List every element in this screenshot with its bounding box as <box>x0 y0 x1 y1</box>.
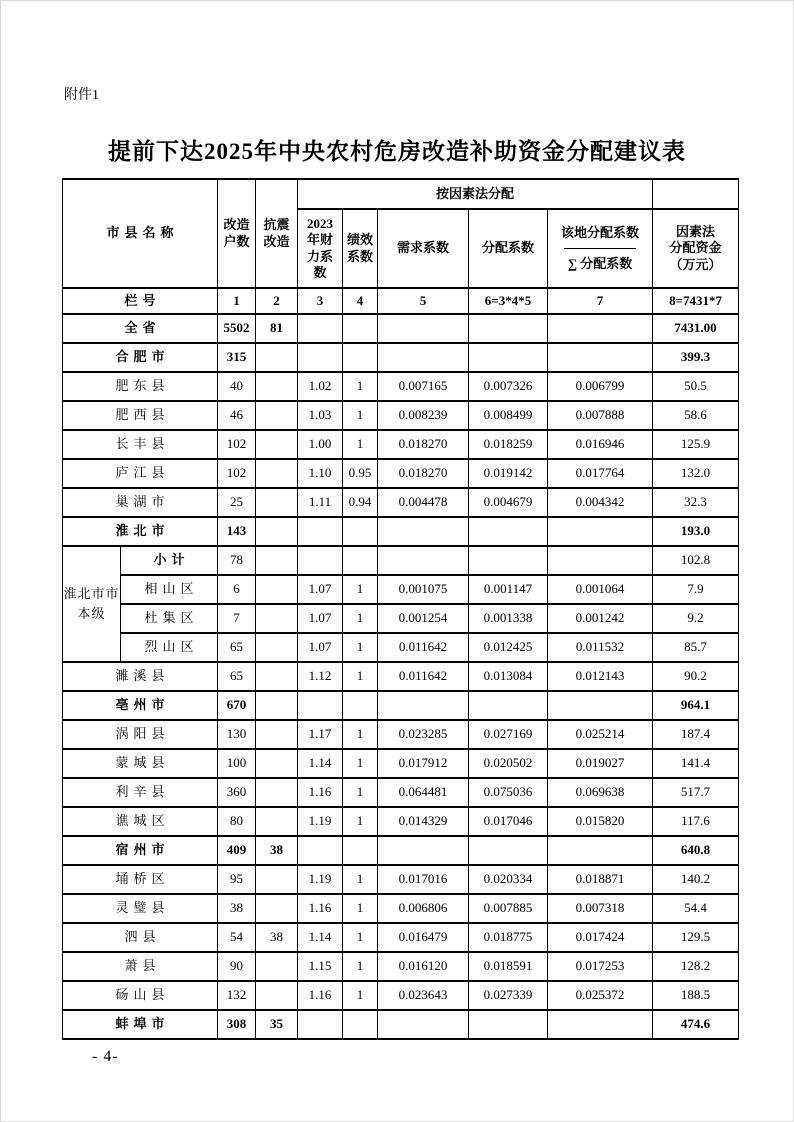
data-cell: 7.9 <box>653 575 739 604</box>
header-line: 抗震 <box>263 217 290 233</box>
row-label-cell: 谯城区 <box>63 807 218 836</box>
table-row <box>63 749 739 778</box>
data-cell <box>378 314 469 343</box>
data-cell: 100 <box>218 749 256 778</box>
data-cell: 0.018259 <box>469 430 548 459</box>
table-row <box>63 288 739 314</box>
data-cell: 0.011642 <box>378 662 469 691</box>
data-cell: 0.018871 <box>548 865 653 894</box>
row-label-cell: 相山区 <box>121 575 218 604</box>
data-cell: 1.14 <box>298 749 343 778</box>
data-cell: 1 <box>343 952 378 981</box>
data-cell: 0.018270 <box>378 459 469 488</box>
data-cell: 38 <box>256 923 298 952</box>
row-label-cell: 涡阳县 <box>63 720 218 749</box>
data-cell <box>343 517 378 546</box>
row-label-cell: 亳州市 <box>63 691 218 720</box>
data-cell: 0.94 <box>343 488 378 517</box>
data-cell: 54.4 <box>653 894 739 923</box>
data-cell: 38 <box>218 894 256 923</box>
data-cell: 0.027169 <box>469 720 548 749</box>
row-label-cell: 灵璧县 <box>63 894 218 923</box>
data-cell: 5 <box>378 288 469 314</box>
data-cell: 0.006799 <box>548 372 653 401</box>
data-cell: 0.018775 <box>469 923 548 952</box>
data-cell: 0.011532 <box>548 633 653 662</box>
data-cell: 102 <box>218 459 256 488</box>
header-line: 年财 <box>307 232 334 248</box>
data-cell: 474.6 <box>653 1010 739 1039</box>
page-title: 提前下达2025年中央农村危房改造补助资金分配建议表 <box>108 139 686 164</box>
data-cell <box>548 546 653 575</box>
data-cell: 140.2 <box>653 865 739 894</box>
data-cell <box>256 720 298 749</box>
data-cell <box>548 314 653 343</box>
data-cell: 1 <box>343 401 378 430</box>
header-line: 因素法 <box>676 224 716 240</box>
data-cell: 50.5 <box>653 372 739 401</box>
data-cell <box>469 691 548 720</box>
data-cell <box>548 517 653 546</box>
table-row <box>63 314 739 343</box>
data-cell <box>548 1010 653 1039</box>
data-cell <box>469 836 548 865</box>
data-cell: 125.9 <box>653 430 739 459</box>
data-cell: 4 <box>343 288 378 314</box>
row-label-cell: 淮北市 <box>63 517 218 546</box>
data-cell <box>256 343 298 372</box>
data-cell <box>256 894 298 923</box>
table-row <box>63 343 739 372</box>
data-cell <box>298 1010 343 1039</box>
data-cell: 0.019142 <box>469 459 548 488</box>
data-cell: 32.3 <box>653 488 739 517</box>
data-cell: 0.004342 <box>548 488 653 517</box>
data-cell: 8=7431*7 <box>653 288 739 314</box>
data-cell: 315 <box>218 343 256 372</box>
data-cell: 0.016946 <box>548 430 653 459</box>
row-label-cell: 长丰县 <box>63 430 218 459</box>
data-cell <box>469 343 548 372</box>
data-cell: 0.019027 <box>548 749 653 778</box>
data-cell: 130 <box>218 720 256 749</box>
data-cell: 0.075036 <box>469 778 548 807</box>
data-cell: 1 <box>343 604 378 633</box>
data-cell: 399.3 <box>653 343 739 372</box>
data-cell: 0.012143 <box>548 662 653 691</box>
data-cell <box>378 1010 469 1039</box>
data-cell: 188.5 <box>653 981 739 1010</box>
col-header-seismic <box>256 179 298 288</box>
data-cell: 1.16 <box>298 778 343 807</box>
table-row <box>63 459 739 488</box>
data-cell: 0.014329 <box>378 807 469 836</box>
table-row <box>63 836 739 865</box>
data-cell: 1.07 <box>298 633 343 662</box>
data-cell: 85.7 <box>653 633 739 662</box>
data-cell <box>343 1010 378 1039</box>
data-cell: 1 <box>343 430 378 459</box>
data-cell <box>548 836 653 865</box>
data-cell: 7 <box>218 604 256 633</box>
data-cell <box>343 314 378 343</box>
data-cell: 187.4 <box>653 720 739 749</box>
data-cell: 0.004478 <box>378 488 469 517</box>
data-cell: 0.027339 <box>469 981 548 1010</box>
data-cell <box>298 691 343 720</box>
data-cell: 1 <box>218 288 256 314</box>
data-cell <box>256 488 298 517</box>
table-row <box>63 981 739 1010</box>
data-cell <box>256 807 298 836</box>
row-label-cell: 埇桥区 <box>63 865 218 894</box>
data-cell: 1.00 <box>298 430 343 459</box>
data-cell: 0.001147 <box>469 575 548 604</box>
data-cell <box>256 546 298 575</box>
data-cell <box>469 314 548 343</box>
data-cell <box>343 343 378 372</box>
col-group-factor-method: 按因素法分配 <box>298 179 653 209</box>
col-header-empty-corner <box>653 179 739 209</box>
data-cell <box>256 633 298 662</box>
data-cell: 0.017912 <box>378 749 469 778</box>
data-cell: 90 <box>218 952 256 981</box>
data-cell: 25 <box>218 488 256 517</box>
data-cell: 6 <box>218 575 256 604</box>
group-label-line: 淮北市市 <box>63 585 120 601</box>
data-cell: 0.016120 <box>378 952 469 981</box>
data-cell: 1 <box>343 981 378 1010</box>
data-cell <box>469 517 548 546</box>
table-row <box>63 401 739 430</box>
data-cell: 38 <box>256 836 298 865</box>
data-cell: 1 <box>343 749 378 778</box>
data-cell: 517.7 <box>653 778 739 807</box>
data-cell: 2 <box>256 288 298 314</box>
data-cell: 1.11 <box>298 488 343 517</box>
attachment-label: 附件1 <box>64 88 99 103</box>
allocation-table <box>62 178 739 1040</box>
data-cell <box>378 343 469 372</box>
table-row <box>63 691 739 720</box>
data-cell: 1 <box>343 575 378 604</box>
data-cell: 1.12 <box>298 662 343 691</box>
data-cell <box>298 517 343 546</box>
fraction-line <box>564 248 636 249</box>
col-header-households <box>218 179 256 288</box>
header-line: 改造 <box>263 233 290 249</box>
data-cell: 1.10 <box>298 459 343 488</box>
row-label-cell: 巢湖市 <box>63 488 218 517</box>
table-row <box>63 807 739 836</box>
data-cell: 1.15 <box>298 952 343 981</box>
data-cell: 0.011642 <box>378 633 469 662</box>
data-cell: 0.064481 <box>378 778 469 807</box>
data-cell: 81 <box>256 314 298 343</box>
data-cell: 0.013084 <box>469 662 548 691</box>
data-cell: 0.001064 <box>548 575 653 604</box>
data-cell: 6=3*4*5 <box>469 288 548 314</box>
data-cell: 40 <box>218 372 256 401</box>
data-cell: 141.4 <box>653 749 739 778</box>
data-cell: 65 <box>218 662 256 691</box>
table-row <box>63 662 739 691</box>
data-cell: 360 <box>218 778 256 807</box>
table-row <box>63 633 739 662</box>
col-header-allocation-coefficient: 分配系数 <box>469 209 548 288</box>
data-cell <box>256 981 298 1010</box>
data-cell: 0.017424 <box>548 923 653 952</box>
data-cell <box>256 749 298 778</box>
header-line: 系数 <box>347 248 374 264</box>
data-cell: 46 <box>218 401 256 430</box>
row-label-cell: 萧县 <box>63 952 218 981</box>
data-cell: 1.17 <box>298 720 343 749</box>
data-cell: 58.6 <box>653 401 739 430</box>
data-cell: 95 <box>218 865 256 894</box>
data-cell: 1 <box>343 633 378 662</box>
data-cell: 129.5 <box>653 923 739 952</box>
data-cell: 132.0 <box>653 459 739 488</box>
table-row <box>63 430 739 459</box>
data-cell <box>298 836 343 865</box>
data-cell: 1 <box>343 662 378 691</box>
row-label-cell: 濉溪县 <box>63 662 218 691</box>
data-cell: 1.03 <box>298 401 343 430</box>
header-line: 改造 <box>223 217 250 233</box>
row-label-cell: 合肥市 <box>63 343 218 372</box>
data-cell <box>256 459 298 488</box>
col-header-fund <box>653 209 739 288</box>
data-cell: 1 <box>343 372 378 401</box>
data-cell: 0.025214 <box>548 720 653 749</box>
data-cell: 1 <box>343 778 378 807</box>
data-cell <box>256 691 298 720</box>
data-cell <box>298 314 343 343</box>
data-cell: 0.007888 <box>548 401 653 430</box>
data-cell <box>343 836 378 865</box>
table-row <box>63 517 739 546</box>
header-line: 2023 <box>307 216 334 231</box>
data-cell <box>256 430 298 459</box>
data-cell: 0.012425 <box>469 633 548 662</box>
table-row <box>63 894 739 923</box>
row-label-cell: 蚌埠市 <box>63 1010 218 1039</box>
header-line: 力系 <box>307 248 334 264</box>
data-cell <box>469 546 548 575</box>
data-cell: 102.8 <box>653 546 739 575</box>
table-header-row <box>63 179 739 209</box>
data-cell: 1 <box>343 720 378 749</box>
row-label-cell: 肥东县 <box>63 372 218 401</box>
data-cell: 128.2 <box>653 952 739 981</box>
data-cell: 0.018270 <box>378 430 469 459</box>
row-label-cell: 小计 <box>121 546 218 575</box>
data-cell: 193.0 <box>653 517 739 546</box>
row-label-cell: 泗县 <box>63 923 218 952</box>
data-cell: 35 <box>256 1010 298 1039</box>
data-cell <box>256 952 298 981</box>
data-cell: 78 <box>218 546 256 575</box>
data-cell <box>256 372 298 401</box>
row-label-cell: 栏号 <box>63 288 218 314</box>
data-cell <box>469 1010 548 1039</box>
header-line: 户数 <box>223 233 250 249</box>
data-cell: 0.001075 <box>378 575 469 604</box>
data-cell <box>548 343 653 372</box>
row-label-cell: 烈山区 <box>121 633 218 662</box>
data-cell <box>256 604 298 633</box>
data-cell: 132 <box>218 981 256 1010</box>
col-header-fiscal-coefficient <box>298 209 343 288</box>
data-cell: 1.07 <box>298 575 343 604</box>
data-cell: 0.020334 <box>469 865 548 894</box>
data-cell: 7 <box>548 288 653 314</box>
data-cell <box>298 546 343 575</box>
data-cell: 1 <box>343 894 378 923</box>
data-cell: 102 <box>218 430 256 459</box>
row-label-cell: 肥西县 <box>63 401 218 430</box>
row-label-cell: 蒙城县 <box>63 749 218 778</box>
row-label-cell: 宿州市 <box>63 836 218 865</box>
data-cell: 3 <box>298 288 343 314</box>
row-label-cell: 利辛县 <box>63 778 218 807</box>
data-cell: 0.008239 <box>378 401 469 430</box>
data-cell: 5502 <box>218 314 256 343</box>
data-cell: 0.017764 <box>548 459 653 488</box>
header-line: 数 <box>313 264 327 280</box>
data-cell: 1 <box>343 807 378 836</box>
data-cell: 0.007318 <box>548 894 653 923</box>
row-label-cell: 砀山县 <box>63 981 218 1010</box>
data-cell <box>378 691 469 720</box>
row-label-cell: 杜集区 <box>121 604 218 633</box>
table-row <box>63 778 739 807</box>
data-cell: 65 <box>218 633 256 662</box>
data-cell: 117.6 <box>653 807 739 836</box>
col-header-demand-coefficient: 需求系数 <box>378 209 469 288</box>
data-cell <box>256 517 298 546</box>
data-cell: 640.8 <box>653 836 739 865</box>
data-cell <box>256 575 298 604</box>
data-cell: 0.025372 <box>548 981 653 1010</box>
data-cell: 1.19 <box>298 807 343 836</box>
table-row <box>63 865 739 894</box>
data-cell: 0.007165 <box>378 372 469 401</box>
table-row <box>63 488 739 517</box>
data-cell: 0.001254 <box>378 604 469 633</box>
row-label-cell: 庐江县 <box>63 459 218 488</box>
data-cell: 0.95 <box>343 459 378 488</box>
group-label-line: 本级 <box>77 606 106 621</box>
data-cell <box>256 662 298 691</box>
data-cell <box>256 401 298 430</box>
data-cell <box>378 517 469 546</box>
data-cell: 0.023643 <box>378 981 469 1010</box>
table-row <box>63 1010 739 1039</box>
data-cell <box>378 546 469 575</box>
data-cell <box>298 343 343 372</box>
ratio-numerator: 该地分配系数 <box>561 225 640 241</box>
data-cell: 0.004679 <box>469 488 548 517</box>
data-cell: 0.001338 <box>469 604 548 633</box>
data-cell: 0.001242 <box>548 604 653 633</box>
data-cell: 0.017253 <box>548 952 653 981</box>
table-row <box>63 604 739 633</box>
data-cell: 670 <box>218 691 256 720</box>
data-cell: 0.020502 <box>469 749 548 778</box>
data-cell <box>343 691 378 720</box>
col-header-performance-coefficient <box>343 209 378 288</box>
data-cell <box>548 691 653 720</box>
table-row <box>63 720 739 749</box>
data-cell: 1.14 <box>298 923 343 952</box>
col-header-region: 市县名称 <box>63 179 218 288</box>
data-cell: 9.2 <box>653 604 739 633</box>
data-cell: 7431.00 <box>653 314 739 343</box>
data-cell: 0.069638 <box>548 778 653 807</box>
row-label-cell: 全省 <box>63 314 218 343</box>
data-cell: 409 <box>218 836 256 865</box>
data-cell: 0.008499 <box>469 401 548 430</box>
data-cell: 0.007885 <box>469 894 548 923</box>
data-cell: 143 <box>218 517 256 546</box>
data-cell: 0.018591 <box>469 952 548 981</box>
page-number: - 4- <box>92 1048 119 1065</box>
data-cell: 0.015820 <box>548 807 653 836</box>
table-row <box>63 372 739 401</box>
data-cell: 1.16 <box>298 981 343 1010</box>
data-cell: 964.1 <box>653 691 739 720</box>
data-cell: 1 <box>343 865 378 894</box>
data-cell: 1.16 <box>298 894 343 923</box>
table-row <box>63 546 739 575</box>
data-cell: 0.023285 <box>378 720 469 749</box>
data-cell: 1.02 <box>298 372 343 401</box>
data-cell: 1 <box>343 923 378 952</box>
table-row <box>63 923 739 952</box>
header-line: （万元） <box>669 256 722 272</box>
group-label-cell <box>63 546 121 662</box>
data-cell: 0.007326 <box>469 372 548 401</box>
header-line: 分配资金 <box>669 240 722 256</box>
ratio-denominator: ∑ 分配系数 <box>567 255 633 271</box>
col-header-local-ratio <box>548 209 653 288</box>
data-cell: 308 <box>218 1010 256 1039</box>
data-cell: 1.07 <box>298 604 343 633</box>
data-cell <box>378 836 469 865</box>
table-row <box>63 952 739 981</box>
data-cell: 0.017046 <box>469 807 548 836</box>
data-cell <box>343 546 378 575</box>
data-cell: 0.017016 <box>378 865 469 894</box>
data-cell: 0.016479 <box>378 923 469 952</box>
data-cell: 90.2 <box>653 662 739 691</box>
data-cell <box>256 865 298 894</box>
header-line: 绩效 <box>347 232 374 248</box>
table-row <box>63 575 739 604</box>
data-cell: 54 <box>218 923 256 952</box>
data-cell <box>256 778 298 807</box>
data-cell: 80 <box>218 807 256 836</box>
data-cell: 0.006806 <box>378 894 469 923</box>
data-cell: 1.19 <box>298 865 343 894</box>
